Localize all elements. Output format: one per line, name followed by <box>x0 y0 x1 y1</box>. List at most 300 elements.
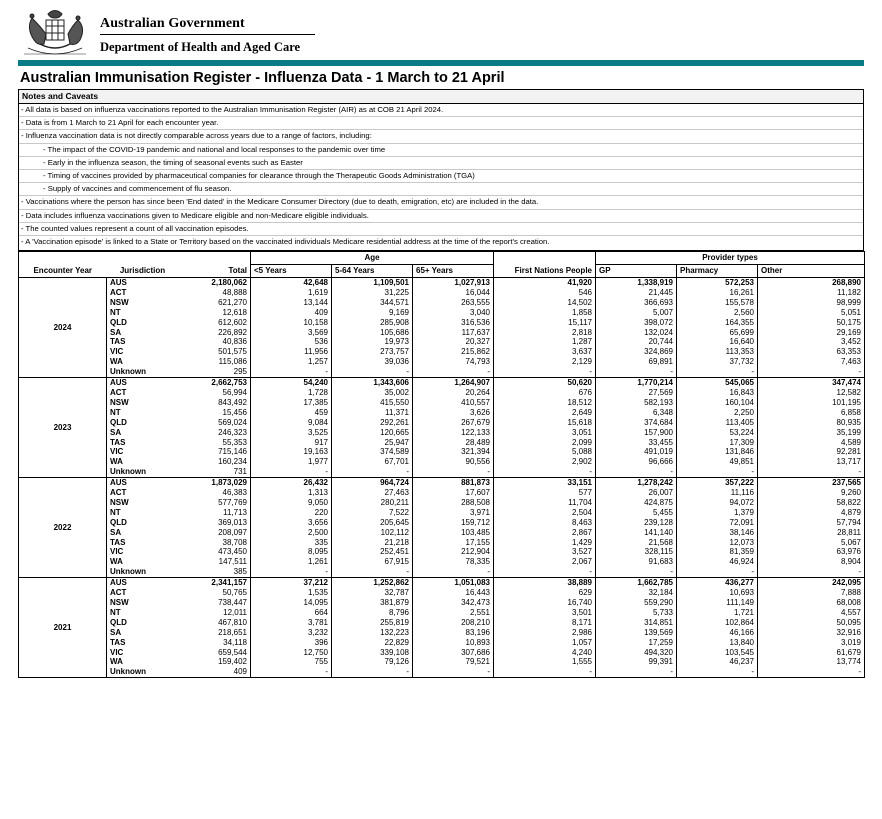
value-cell: 415,550 <box>332 398 413 408</box>
value-cell: 115,086 <box>179 357 251 367</box>
value-cell: - <box>332 367 413 377</box>
value-cell: 34,118 <box>179 638 251 648</box>
value-cell: 335 <box>251 538 332 548</box>
value-cell: 16,261 <box>677 288 758 298</box>
note-line: - A 'Vaccination episode' is linked to a State or Territory based on the vaccinated individuals Medicare residential address at the time of the report's creation. <box>21 236 550 246</box>
value-cell: 4,879 <box>758 508 865 518</box>
value-cell: 409 <box>251 308 332 318</box>
value-cell: 4,557 <box>758 608 865 618</box>
table-row <box>19 628 865 638</box>
value-cell: 17,385 <box>251 398 332 408</box>
value-cell: 160,234 <box>179 457 251 467</box>
column-header: Other <box>758 265 865 278</box>
value-cell: 2,902 <box>494 457 596 467</box>
value-cell: 3,019 <box>758 638 865 648</box>
value-cell: 13,774 <box>758 657 865 667</box>
value-cell: 28,489 <box>413 438 494 448</box>
value-cell: 38,708 <box>179 538 251 548</box>
value-cell: 159,402 <box>179 657 251 667</box>
value-cell: 49,851 <box>677 457 758 467</box>
value-cell: 38,889 <box>494 578 596 588</box>
table-row <box>19 428 865 438</box>
value-cell: - <box>677 467 758 477</box>
value-cell: 122,133 <box>413 428 494 438</box>
value-cell: 357,222 <box>677 478 758 488</box>
coat-of-arms-icon <box>18 4 92 60</box>
value-cell: 11,704 <box>494 498 596 508</box>
table-row <box>19 488 865 498</box>
value-cell: 54,240 <box>251 378 332 388</box>
jurisdiction-cell: VIC <box>110 447 124 457</box>
value-cell: 26,007 <box>596 488 677 498</box>
table-row <box>19 398 865 408</box>
column-header: 65+ Years <box>413 265 494 278</box>
table-row <box>19 578 865 588</box>
value-cell: 621,270 <box>179 298 251 308</box>
value-cell: 1,264,907 <box>413 378 494 388</box>
column-header: Jurisdiction <box>107 265 179 278</box>
jurisdiction-cell: Unknown <box>107 367 179 377</box>
value-cell: 467,810 <box>179 618 251 628</box>
encounter-year-cell: 2023 <box>19 378 107 478</box>
value-cell: 344,571 <box>332 298 413 308</box>
value-cell: 8,463 <box>494 518 596 528</box>
value-cell: 2,560 <box>677 308 758 318</box>
jurisdiction-cell: WA <box>110 657 123 667</box>
value-cell: 295 <box>179 367 251 377</box>
value-cell: 664 <box>251 608 332 618</box>
value-cell: 208,210 <box>413 618 494 628</box>
value-cell: 280,211 <box>332 498 413 508</box>
value-cell: 436,277 <box>677 578 758 588</box>
value-cell: 11,713 <box>179 508 251 518</box>
jurisdiction-cell: AUS <box>107 378 179 388</box>
jurisdiction-cell: QLD <box>110 317 127 327</box>
table-row <box>19 588 865 598</box>
value-cell: 90,556 <box>413 457 494 467</box>
column-header: 5-64 Years <box>332 265 413 278</box>
value-cell: - <box>758 567 865 577</box>
table-row <box>19 308 865 318</box>
value-cell: 546 <box>494 288 596 298</box>
value-cell: 577 <box>494 488 596 498</box>
value-cell: 15,456 <box>179 408 251 418</box>
value-cell: 35,002 <box>332 388 413 398</box>
value-cell: 342,473 <box>413 598 494 608</box>
value-cell: 22,829 <box>332 638 413 648</box>
value-cell: 19,973 <box>332 337 413 347</box>
table-group-header-row <box>19 252 865 265</box>
jurisdiction-cell: VIC <box>110 647 124 657</box>
value-cell: 215,862 <box>413 347 494 357</box>
value-cell: 292,261 <box>332 418 413 428</box>
value-cell: 8,904 <box>758 557 865 567</box>
value-cell: 50,765 <box>179 588 251 598</box>
value-cell: 285,908 <box>332 318 413 328</box>
value-cell: 208,097 <box>179 528 251 538</box>
value-cell: 10,158 <box>251 318 332 328</box>
value-cell: 1,343,606 <box>332 378 413 388</box>
value-cell: 12,750 <box>251 648 332 658</box>
header-accent-bar <box>18 60 864 66</box>
jurisdiction-cell: NSW <box>110 598 129 607</box>
value-cell: 1,619 <box>251 288 332 298</box>
header-divider <box>100 34 315 35</box>
value-cell: 501,575 <box>179 347 251 357</box>
value-cell: - <box>596 567 677 577</box>
column-header: Pharmacy <box>677 265 758 278</box>
value-cell: 3,232 <box>251 628 332 638</box>
value-cell: 218,651 <box>179 628 251 638</box>
value-cell: 94,072 <box>677 498 758 508</box>
table-row <box>19 378 865 388</box>
value-cell: 56,994 <box>179 388 251 398</box>
encounter-year-cell: 2024 <box>19 278 107 378</box>
value-cell: 3,040 <box>413 308 494 318</box>
value-cell: - <box>413 667 494 677</box>
value-cell: 8,171 <box>494 618 596 628</box>
value-cell: 273,757 <box>332 347 413 357</box>
value-cell: 11,371 <box>332 408 413 418</box>
value-cell: 5,007 <box>596 308 677 318</box>
value-cell: 9,169 <box>332 308 413 318</box>
value-cell: 559,290 <box>596 598 677 608</box>
note-line: - Timing of vaccines provided by pharmaceutical companies for clearance through the Therapeutic Goods Administration (TGA) <box>19 170 863 183</box>
value-cell: 1,051,083 <box>413 578 494 588</box>
value-cell: 3,971 <box>413 508 494 518</box>
value-cell: - <box>758 667 865 677</box>
value-cell: 409 <box>179 667 251 677</box>
value-cell: 113,405 <box>677 418 758 428</box>
value-cell: 731 <box>179 467 251 477</box>
value-cell: 50,175 <box>758 318 865 328</box>
value-cell: 155,578 <box>677 298 758 308</box>
value-cell: 58,822 <box>758 498 865 508</box>
value-cell: 1,257 <box>251 357 332 367</box>
value-cell: 27,463 <box>332 488 413 498</box>
value-cell: 141,140 <box>596 528 677 538</box>
value-cell: 3,527 <box>494 547 596 557</box>
value-cell: 5,088 <box>494 447 596 457</box>
jurisdiction-cell: AUS <box>107 278 179 288</box>
value-cell: 18,512 <box>494 398 596 408</box>
value-cell: 46,924 <box>677 557 758 567</box>
value-cell: 4,589 <box>758 438 865 448</box>
value-cell: 1,721 <box>677 608 758 618</box>
table-row <box>19 447 865 457</box>
value-cell: 1,027,913 <box>413 278 494 288</box>
value-cell: 473,450 <box>179 547 251 557</box>
jurisdiction-cell: SA <box>110 327 122 337</box>
value-cell: 20,327 <box>413 337 494 347</box>
value-cell: 3,051 <box>494 428 596 438</box>
value-cell: 9,050 <box>251 498 332 508</box>
value-cell: 316,536 <box>413 318 494 328</box>
jurisdiction-cell: Unknown <box>107 567 179 577</box>
page-header <box>0 0 882 66</box>
value-cell: 92,281 <box>758 447 865 457</box>
value-cell: 374,589 <box>332 447 413 457</box>
value-cell: 131,846 <box>677 447 758 457</box>
value-cell: - <box>677 667 758 677</box>
value-cell: 252,451 <box>332 547 413 557</box>
value-cell: 9,260 <box>758 488 865 498</box>
value-cell: 6,348 <box>596 408 677 418</box>
jurisdiction-cell: NT <box>110 307 121 317</box>
note-line: - Early in the influenza season, the timing of seasonal events such as Easter <box>19 157 863 170</box>
value-cell: - <box>251 367 332 377</box>
value-cell: - <box>677 367 758 377</box>
note-line: - The impact of the COVID-19 pandemic and national and local responses to the pandemic over time <box>19 144 863 157</box>
value-cell: - <box>758 467 865 477</box>
value-cell: 12,011 <box>179 608 251 618</box>
value-cell: 79,126 <box>332 657 413 667</box>
table-row <box>19 478 865 488</box>
table-row <box>19 508 865 518</box>
value-cell: 16,843 <box>677 388 758 398</box>
value-cell: 268,890 <box>758 278 865 288</box>
value-cell: 328,115 <box>596 547 677 557</box>
value-cell: 159,712 <box>413 518 494 528</box>
jurisdiction-cell: NT <box>110 407 121 417</box>
value-cell: 15,618 <box>494 418 596 428</box>
table-row <box>19 408 865 418</box>
value-cell: 11,116 <box>677 488 758 498</box>
value-cell: 15,117 <box>494 318 596 328</box>
value-cell: 29,169 <box>758 328 865 338</box>
table-row <box>19 438 865 448</box>
value-cell: 267,679 <box>413 418 494 428</box>
value-cell: - <box>494 367 596 377</box>
column-header: Total <box>179 265 251 278</box>
jurisdiction-cell: SA <box>110 427 122 437</box>
value-cell: 582,193 <box>596 398 677 408</box>
value-cell: 102,864 <box>677 618 758 628</box>
value-cell: 491,019 <box>596 447 677 457</box>
value-cell: 321,394 <box>413 447 494 457</box>
value-cell: 67,915 <box>332 557 413 567</box>
value-cell: 83,196 <box>413 628 494 638</box>
value-cell: 917 <box>251 438 332 448</box>
value-cell: 113,353 <box>677 347 758 357</box>
encounter-year-cell: 2022 <box>19 478 107 578</box>
value-cell: 120,665 <box>332 428 413 438</box>
value-cell: 81,359 <box>677 547 758 557</box>
note-line: - Data is from 1 March to 21 April for each encounter year. <box>19 117 863 130</box>
value-cell: 31,225 <box>332 288 413 298</box>
value-cell: 459 <box>251 408 332 418</box>
jurisdiction-cell: ACT <box>110 588 127 598</box>
value-cell: 755 <box>251 657 332 667</box>
value-cell: 369,013 <box>179 518 251 528</box>
value-cell: 69,891 <box>596 357 677 367</box>
value-cell: 79,521 <box>413 657 494 667</box>
value-cell: 63,976 <box>758 547 865 557</box>
value-cell: 1,252,862 <box>332 578 413 588</box>
table-row <box>19 547 865 557</box>
value-cell: 424,875 <box>596 498 677 508</box>
table-body <box>19 278 865 678</box>
jurisdiction-cell: AUS <box>107 578 179 588</box>
value-cell: - <box>494 567 596 577</box>
jurisdiction-cell: VIC <box>110 547 124 557</box>
table-row <box>19 538 865 548</box>
value-cell: 1,728 <box>251 388 332 398</box>
value-cell: 347,474 <box>758 378 865 388</box>
value-cell: - <box>758 367 865 377</box>
value-cell: 374,684 <box>596 418 677 428</box>
value-cell: 226,892 <box>179 328 251 338</box>
value-cell: 132,024 <box>596 328 677 338</box>
value-cell: 80,935 <box>758 418 865 428</box>
table-row <box>19 457 865 467</box>
jurisdiction-cell: AUS <box>107 478 179 488</box>
table-row <box>19 518 865 528</box>
government-name: Australian Government <box>100 16 245 31</box>
jurisdiction-cell: Unknown <box>107 467 179 477</box>
value-cell: 572,253 <box>677 278 758 288</box>
value-cell: 10,693 <box>677 588 758 598</box>
value-cell: - <box>332 567 413 577</box>
value-cell: 16,443 <box>413 588 494 598</box>
column-header: Encounter Year <box>19 265 107 278</box>
jurisdiction-cell: NSW <box>110 397 129 407</box>
table-row <box>19 498 865 508</box>
value-cell: 27,569 <box>596 388 677 398</box>
value-cell: - <box>413 567 494 577</box>
value-cell: 5,733 <box>596 608 677 618</box>
value-cell: 307,686 <box>413 648 494 658</box>
value-cell: 2,099 <box>494 438 596 448</box>
value-cell: 13,144 <box>251 298 332 308</box>
value-cell: 3,781 <box>251 618 332 628</box>
value-cell: 8,095 <box>251 547 332 557</box>
value-cell: 10,893 <box>413 638 494 648</box>
value-cell: 42,648 <box>251 278 332 288</box>
value-cell: 19,163 <box>251 447 332 457</box>
value-cell: 99,391 <box>596 657 677 667</box>
jurisdiction-cell: ACT <box>110 287 127 297</box>
value-cell: - <box>494 667 596 677</box>
notes-and-caveats <box>18 89 864 251</box>
jurisdiction-cell: NT <box>110 507 121 517</box>
value-cell: 68,008 <box>758 598 865 608</box>
value-cell: 1,662,785 <box>596 578 677 588</box>
value-cell: 220 <box>251 508 332 518</box>
value-cell: 2,341,157 <box>179 578 251 588</box>
value-cell: 98,999 <box>758 298 865 308</box>
value-cell: 4,240 <box>494 648 596 658</box>
table-column-header-row <box>19 265 865 278</box>
value-cell: 629 <box>494 588 596 598</box>
column-header: <5 Years <box>251 265 332 278</box>
value-cell: 132,223 <box>332 628 413 638</box>
value-cell: 1,555 <box>494 657 596 667</box>
value-cell: 26,432 <box>251 478 332 488</box>
value-cell: - <box>677 567 758 577</box>
value-cell: - <box>251 667 332 677</box>
value-cell: 263,555 <box>413 298 494 308</box>
value-cell: 102,112 <box>332 528 413 538</box>
jurisdiction-cell: QLD <box>110 617 127 627</box>
value-cell: 3,525 <box>251 428 332 438</box>
table-row <box>19 657 865 667</box>
table-row <box>19 648 865 658</box>
value-cell: 12,582 <box>758 388 865 398</box>
value-cell: 1,379 <box>677 508 758 518</box>
value-cell: 2,818 <box>494 328 596 338</box>
value-cell: 1,261 <box>251 557 332 567</box>
jurisdiction-cell: QLD <box>110 517 127 527</box>
value-cell: 13,840 <box>677 638 758 648</box>
value-cell: 28,811 <box>758 528 865 538</box>
value-cell: 21,568 <box>596 538 677 548</box>
value-cell: 5,067 <box>758 538 865 548</box>
table-row <box>19 638 865 648</box>
value-cell: 117,637 <box>413 328 494 338</box>
table-row <box>19 318 865 328</box>
value-cell: 659,544 <box>179 648 251 658</box>
value-cell: 2,986 <box>494 628 596 638</box>
jurisdiction-cell: WA <box>110 357 123 367</box>
value-cell: - <box>332 667 413 677</box>
value-cell: 339,108 <box>332 648 413 658</box>
value-cell: 255,819 <box>332 618 413 628</box>
value-cell: 38,146 <box>677 528 758 538</box>
value-cell: 157,900 <box>596 428 677 438</box>
value-cell: - <box>413 467 494 477</box>
value-cell: 14,095 <box>251 598 332 608</box>
jurisdiction-cell: ACT <box>110 488 127 498</box>
value-cell: 7,463 <box>758 357 865 367</box>
value-cell: 1,770,214 <box>596 378 677 388</box>
value-cell: - <box>251 467 332 477</box>
value-cell: 12,073 <box>677 538 758 548</box>
value-cell: 536 <box>251 337 332 347</box>
department-name: Department of Health and Aged Care <box>100 40 301 54</box>
value-cell: 103,545 <box>677 648 758 658</box>
value-cell: 5,051 <box>758 308 865 318</box>
value-cell: 5,455 <box>596 508 677 518</box>
value-cell: 2,649 <box>494 408 596 418</box>
table-row <box>19 528 865 538</box>
value-cell: 20,264 <box>413 388 494 398</box>
table-row <box>19 357 865 367</box>
table-row <box>19 347 865 357</box>
value-cell: 101,195 <box>758 398 865 408</box>
value-cell: 65,699 <box>677 328 758 338</box>
table-row <box>19 288 865 298</box>
value-cell: 3,569 <box>251 328 332 338</box>
value-cell: 39,036 <box>332 357 413 367</box>
value-cell: 324,869 <box>596 347 677 357</box>
jurisdiction-cell: Unknown <box>107 667 179 677</box>
value-cell: 11,956 <box>251 347 332 357</box>
table-row <box>19 278 865 288</box>
value-cell: 2,067 <box>494 557 596 567</box>
value-cell: 242,095 <box>758 578 865 588</box>
value-cell: 288,508 <box>413 498 494 508</box>
value-cell: 63,353 <box>758 347 865 357</box>
value-cell: 2,250 <box>677 408 758 418</box>
value-cell: 32,184 <box>596 588 677 598</box>
value-cell: 16,044 <box>413 288 494 298</box>
value-cell: 246,323 <box>179 428 251 438</box>
value-cell: 715,146 <box>179 447 251 457</box>
table-row <box>19 328 865 338</box>
value-cell: 8,796 <box>332 608 413 618</box>
value-cell: 314,851 <box>596 618 677 628</box>
